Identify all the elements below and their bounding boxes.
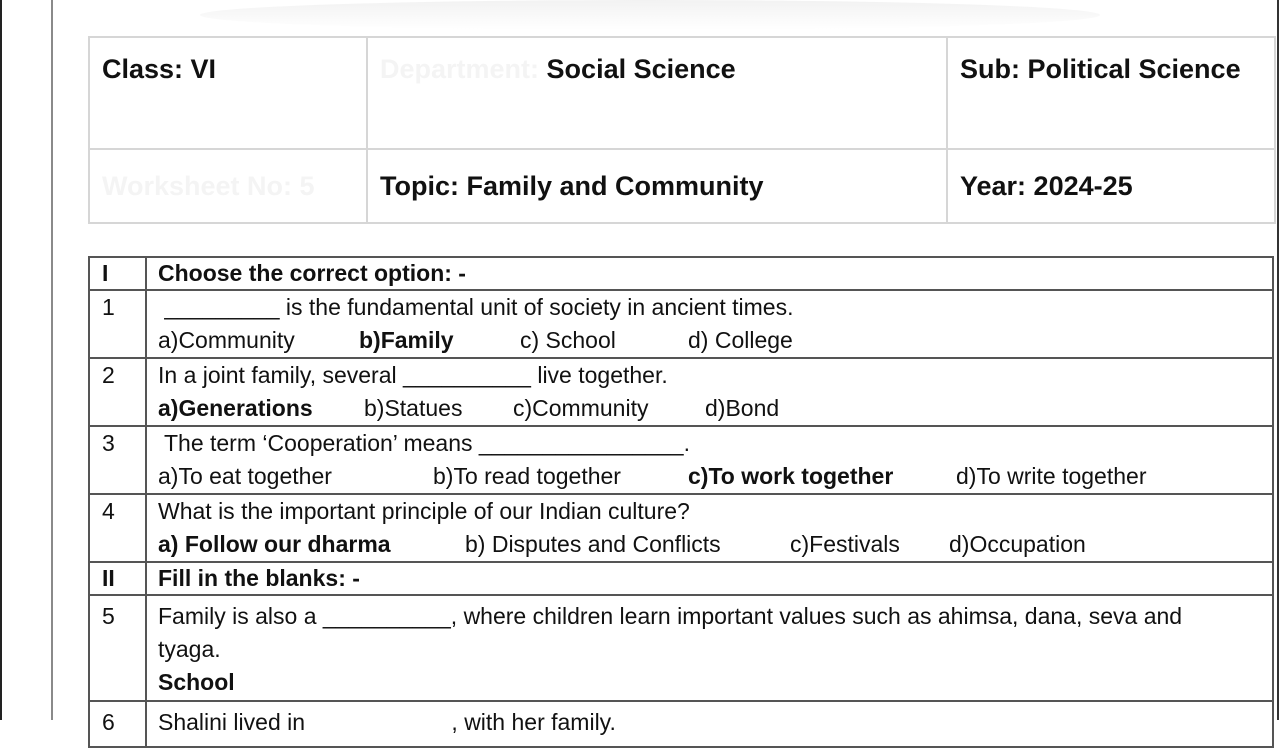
question-cell xyxy=(146,595,1273,701)
question-text-pre: Shalini lived in xyxy=(158,709,312,735)
question-number: 4 xyxy=(89,494,146,562)
question-number: 2 xyxy=(89,358,146,426)
option-d: d)Occupation xyxy=(949,531,1086,557)
options-line xyxy=(158,528,1272,561)
question-text-pre: The term ‘Cooperation’ means xyxy=(158,430,479,456)
sub-label: Sub: Political Science xyxy=(960,54,1241,84)
option-d: d)Bond xyxy=(705,395,780,421)
worksheet-cell xyxy=(89,149,367,223)
section-numeral: I xyxy=(89,257,146,290)
question-row xyxy=(89,595,1273,701)
topic-cell xyxy=(367,149,947,223)
sub-cell xyxy=(947,37,1275,149)
question-text-pre: In a joint family, several xyxy=(158,362,404,388)
answer-text: School xyxy=(158,669,235,695)
page-margin-line xyxy=(51,0,53,720)
question-text xyxy=(158,600,1272,633)
question-text xyxy=(158,706,1272,739)
question-number: 3 xyxy=(89,426,146,494)
question-text xyxy=(158,427,1272,460)
question-text: What is the important principle of our Indian culture? xyxy=(158,498,690,524)
option-b: b)Statues xyxy=(364,395,463,421)
options-line xyxy=(158,460,1272,493)
question-cell xyxy=(146,701,1273,747)
section-numeral: II xyxy=(89,562,146,595)
question-blank: ________________ xyxy=(478,430,684,456)
question-text-post: , with her family. xyxy=(451,709,616,735)
question-row xyxy=(89,701,1273,747)
question-blank: _________ xyxy=(158,294,280,320)
option-b: b) Disputes and Conflicts xyxy=(465,531,721,557)
question-cell xyxy=(146,290,1273,358)
option-c-correct: c)To work together xyxy=(688,463,894,489)
option-a: a)To eat together xyxy=(158,463,332,489)
option-a: a)Community xyxy=(158,327,295,353)
year-cell xyxy=(947,149,1275,223)
option-c: c) School xyxy=(520,327,616,353)
question-number: 1 xyxy=(89,290,146,358)
question-text-pre: Family is also a xyxy=(158,603,323,629)
question-text xyxy=(158,359,1272,392)
question-row xyxy=(89,290,1273,358)
topic-label: Topic: Family and Community xyxy=(380,170,764,201)
section-title: Fill in the blanks: - xyxy=(146,562,1273,595)
questions-table xyxy=(88,256,1274,748)
left-edge-border xyxy=(0,0,2,720)
question-row xyxy=(89,426,1273,494)
option-c: c)Community xyxy=(513,395,649,421)
question-number: 6 xyxy=(89,701,146,747)
class-label: Class: VI xyxy=(102,54,217,84)
question-text-post: live together. xyxy=(530,362,668,388)
question-blank xyxy=(311,706,451,739)
question-blank: __________ xyxy=(403,362,531,388)
option-a-correct: a)Generations xyxy=(158,395,313,421)
question-text xyxy=(158,291,1272,324)
option-c: c)Festivals xyxy=(790,531,900,557)
subject-cell xyxy=(367,37,947,149)
question-text-post: , where children learn important values such as ahimsa, dana, seva and xyxy=(450,603,1183,629)
question-row xyxy=(89,358,1273,426)
option-d: d)To write together xyxy=(956,463,1147,489)
options-line xyxy=(158,392,1272,425)
worksheet-label: Worksheet No: 5 xyxy=(102,170,315,201)
question-text-line2: tyaga. xyxy=(158,636,221,662)
option-a-correct: a) Follow our dharma xyxy=(158,531,391,557)
option-d: d) College xyxy=(688,327,793,353)
scan-shadow xyxy=(200,0,1100,30)
option-b: b)To read together xyxy=(433,463,621,489)
options-line xyxy=(158,324,1272,357)
section-row xyxy=(89,562,1273,595)
section-row xyxy=(89,257,1273,290)
question-blank: __________ xyxy=(322,603,451,629)
option-b-correct: b)Family xyxy=(359,327,454,353)
question-text-post: is the fundamental unit of society in ancient times. xyxy=(279,294,794,320)
right-edge-border xyxy=(1277,0,1279,720)
question-cell xyxy=(146,426,1273,494)
year-label: Year: 2024-25 xyxy=(960,170,1133,201)
question-cell xyxy=(146,358,1273,426)
question-row xyxy=(89,494,1273,562)
question-cell xyxy=(146,494,1273,562)
subject-main: Social Science xyxy=(546,54,736,84)
worksheet-header-table xyxy=(88,36,1276,224)
question-number: 5 xyxy=(89,595,146,701)
section-title: Choose the correct option: - xyxy=(146,257,1273,290)
class-cell xyxy=(89,37,367,149)
subject-faded-prefix: Department: xyxy=(380,54,540,84)
question-text-post: . xyxy=(683,430,690,456)
